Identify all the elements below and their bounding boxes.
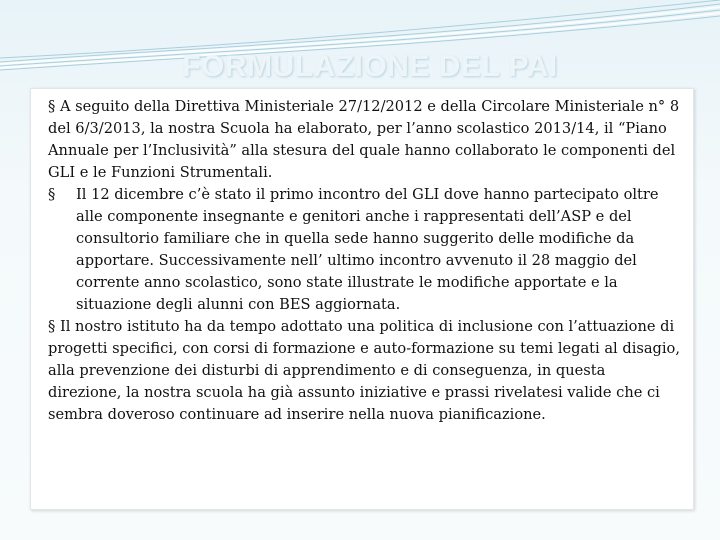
paragraph-1 xyxy=(48,96,680,184)
paragraph-2 xyxy=(48,184,680,316)
bullet-icon: § xyxy=(48,318,56,335)
slide-title: FORMULAZIONE DEL PAI xyxy=(182,50,558,83)
paragraph-3 xyxy=(48,316,680,426)
paragraph-text: Il 12 dicembre c’è stato il primo incontro del GLI dove hanno partecipato oltre alle componente insegnante e genitori anche i rappresentati dell’ASP e del consultorio familiare che in quella sede hanno suggerito delle modifiche da apportare. Successivamente nell’ ultimo incontro avvenuto il 28 maggio del corrente anno scolastico, sono state illustrate le modifiche apportate e la situazione degli alunni con BES aggiornata. xyxy=(76,186,659,313)
bullet-icon: § xyxy=(48,186,56,203)
bullet-icon: § xyxy=(48,98,56,115)
paragraph-text: A seguito della Direttiva Ministeriale 27/12/2012 e della Circolare Ministeriale n° 8 del 6/3/2013, la nostra Scuola ha elaborato, per l’anno scolastico 2013/14, il “Piano Annuale per l’Inclusività” alla stesura del quale hanno collaborato le componenti del GLI e le Funzioni Strumentali. xyxy=(48,98,680,181)
paragraph-text: Il nostro istituto ha da tempo adottato una politica di inclusione con l’attuazione di progetti specifici, con corsi di formazione e auto-formazione su temi legati al disagio, alla prevenzione dei disturbi di apprendimento e di conseguenza, in questa direzione, la nostra scuola ha già assunto iniziative e prassi rivelatesi valide che ci sembra doveroso continuare ad inserire nella nuova pianificazione. xyxy=(48,318,680,423)
slide-body xyxy=(48,96,680,426)
